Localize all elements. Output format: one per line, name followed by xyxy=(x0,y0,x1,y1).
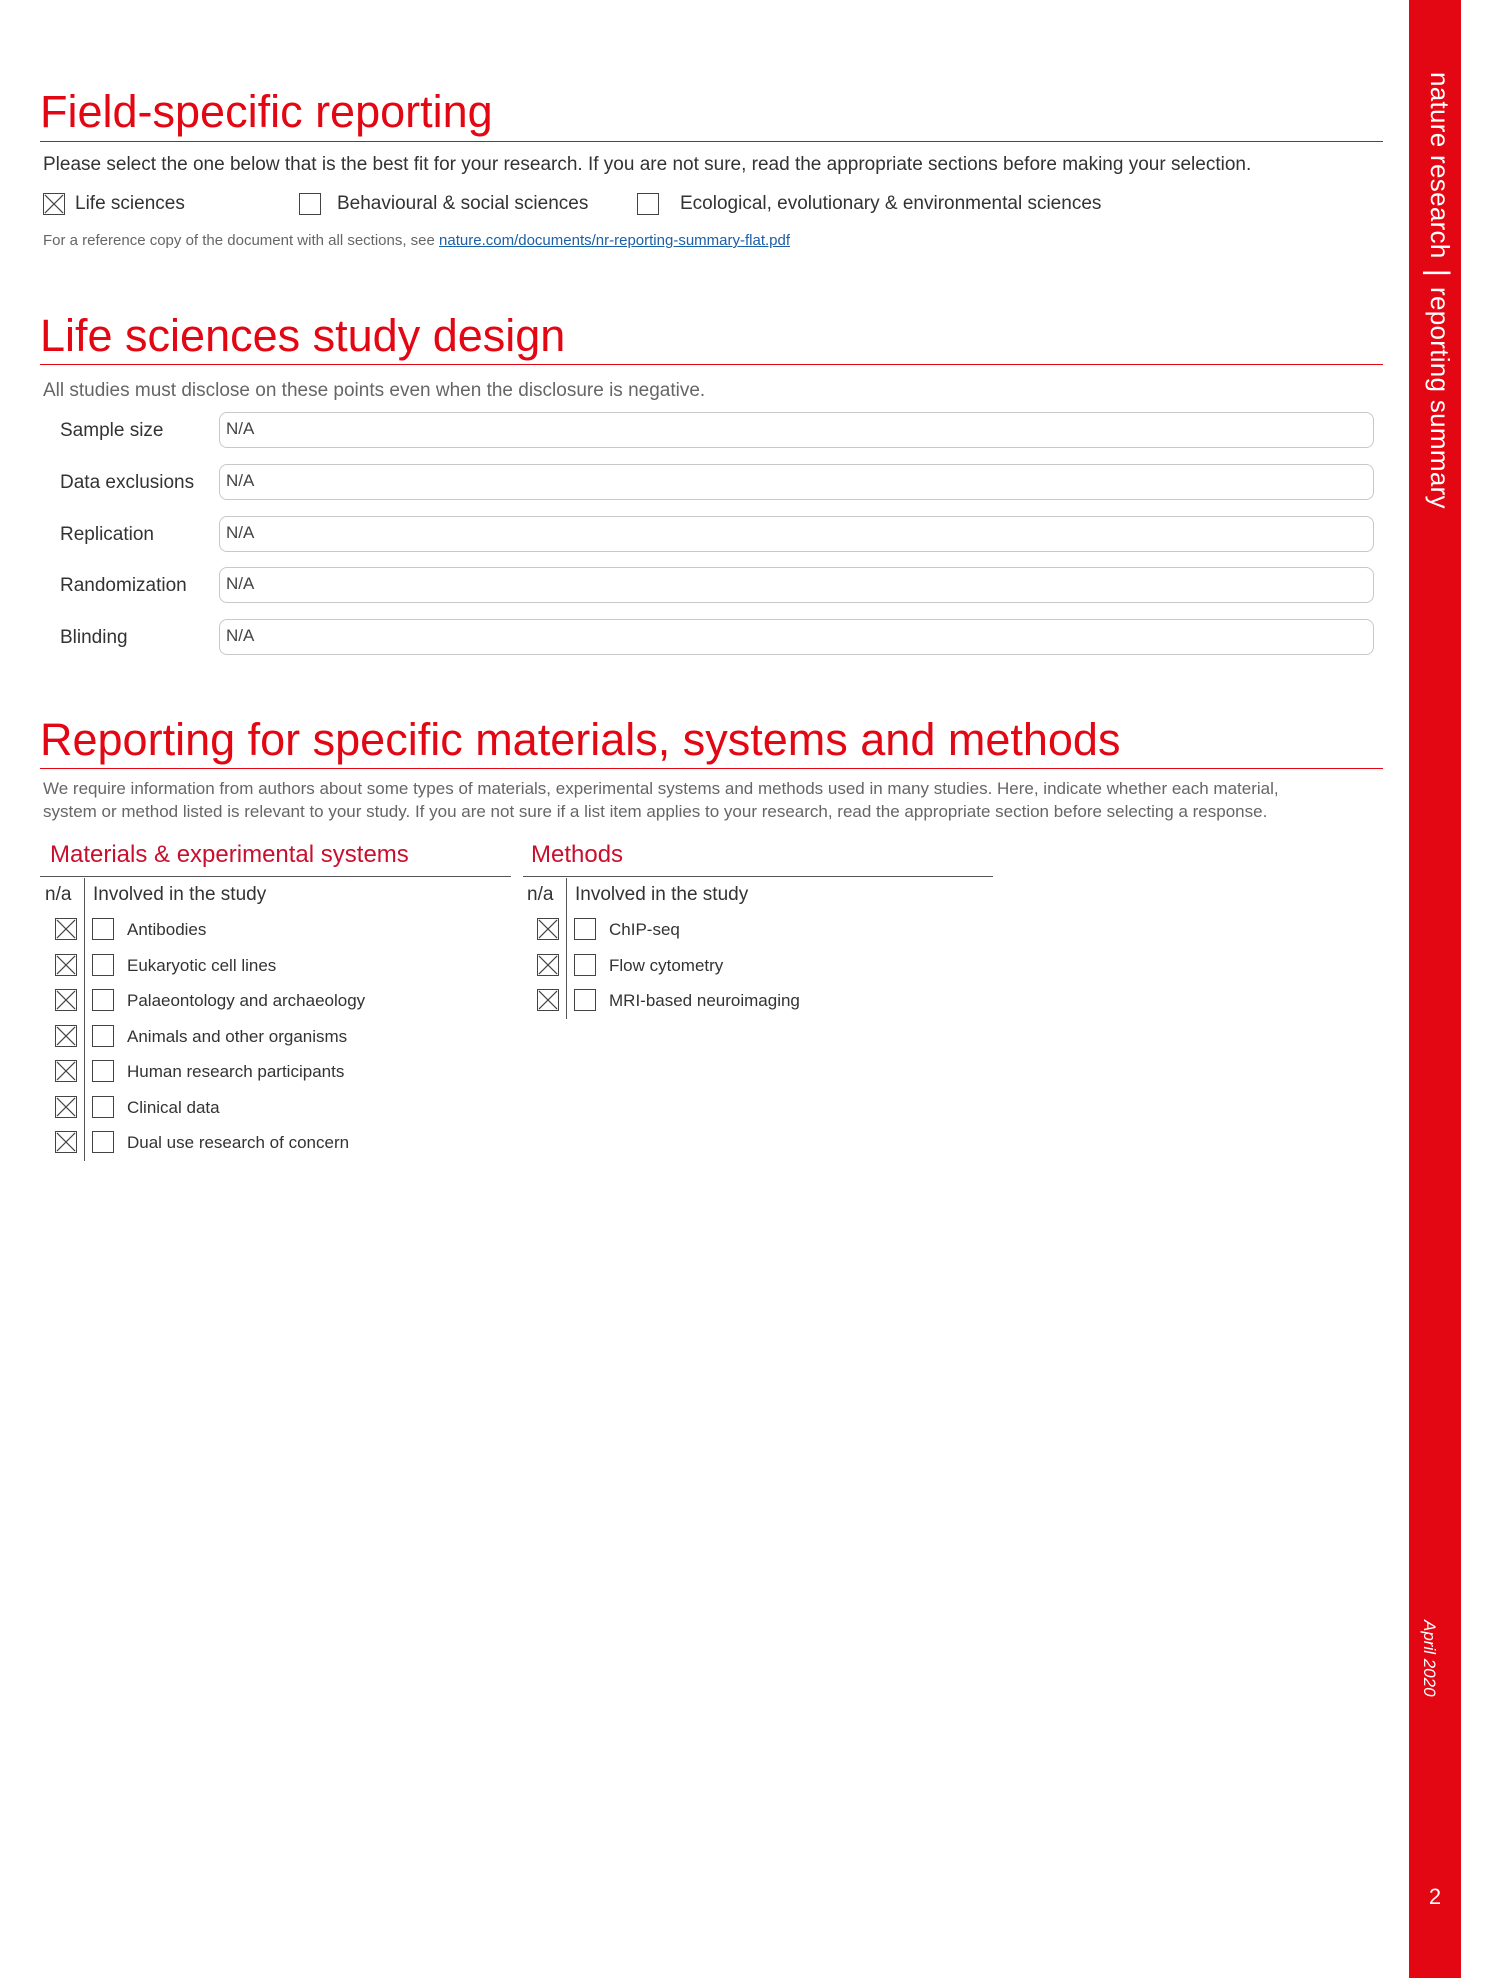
flow-cytometry-involved-checkbox[interactable] xyxy=(574,954,596,976)
antibodies-label: Antibodies xyxy=(127,920,207,939)
clinical-data-na-checkbox[interactable] xyxy=(55,1096,77,1118)
mri-neuroimaging-involved-checkbox[interactable] xyxy=(574,989,596,1011)
mri-neuroimaging-na-checkbox[interactable] xyxy=(537,989,559,1011)
sidebar xyxy=(1409,0,1461,1978)
heading-rule xyxy=(40,768,1383,769)
flow-cytometry-label: Flow cytometry xyxy=(609,956,724,975)
human-participants-involved-checkbox[interactable] xyxy=(92,1060,114,1082)
checked-x-icon xyxy=(56,1132,76,1152)
brand-separator: | xyxy=(1422,268,1455,277)
methods-column-divider xyxy=(566,878,567,1019)
brand-subtitle: reporting summary xyxy=(1425,286,1455,509)
life-sciences-checkbox[interactable] xyxy=(43,193,65,215)
materials-subheading: Materials & experimental systems xyxy=(50,841,409,868)
heading-rule xyxy=(40,364,1383,365)
materials-methods-heading: Reporting for specific materials, systems and methods xyxy=(40,714,1121,765)
checked-x-icon xyxy=(56,1026,76,1046)
randomization-label: Randomization xyxy=(60,575,187,596)
antibodies-na-checkbox[interactable] xyxy=(55,918,77,940)
checked-x-icon xyxy=(56,1061,76,1081)
antibodies-involved-checkbox[interactable] xyxy=(92,918,114,940)
checked-x-icon xyxy=(56,955,76,975)
checked-x-icon xyxy=(538,955,558,975)
checked-x-icon xyxy=(56,919,76,939)
animals-involved-checkbox[interactable] xyxy=(92,1025,114,1047)
life-sciences-label: Life sciences xyxy=(75,193,185,214)
materials-intro-line2: system or method listed is relevant to your study. If you are not sure if a list item applies to your research, read the appropriate section before selecting a response. xyxy=(43,802,1268,821)
cell-lines-involved-checkbox[interactable] xyxy=(92,954,114,976)
checked-x-icon xyxy=(56,990,76,1010)
field-instruction: Please select the one below that is the best fit for your research. If you are not sure, read the appropriate sections before making your selection. xyxy=(43,154,1252,175)
sample-size-field[interactable]: N/A xyxy=(219,412,1374,448)
cell-lines-label: Eukaryotic cell lines xyxy=(127,956,277,975)
brand-name: nature research xyxy=(1425,72,1455,259)
palaeontology-na-checkbox[interactable] xyxy=(55,989,77,1011)
palaeontology-label: Palaeontology and archaeology xyxy=(127,991,366,1010)
field-specific-heading: Field-specific reporting xyxy=(40,86,493,137)
methods-subrule xyxy=(523,876,993,877)
data-exclusions-label: Data exclusions xyxy=(60,472,195,493)
heading-rule xyxy=(40,141,1383,142)
cell-lines-na-checkbox[interactable] xyxy=(55,954,77,976)
sample-size-label: Sample size xyxy=(60,420,164,441)
dual-use-label: Dual use research of concern xyxy=(127,1133,350,1152)
mri-neuroimaging-label: MRI-based neuroimaging xyxy=(609,991,800,1010)
blinding-label: Blinding xyxy=(60,627,128,648)
checked-x-icon xyxy=(538,919,558,939)
dual-use-na-checkbox[interactable] xyxy=(55,1131,77,1153)
ecological-label: Ecological, evolutionary & environmental sciences xyxy=(680,193,1102,214)
animals-na-checkbox[interactable] xyxy=(55,1025,77,1047)
chip-seq-na-checkbox[interactable] xyxy=(537,918,559,940)
page-number: 2 xyxy=(1428,1884,1442,1909)
materials-column-divider xyxy=(84,878,85,1161)
flow-cytometry-na-checkbox[interactable] xyxy=(537,954,559,976)
ecological-checkbox[interactable] xyxy=(637,193,659,215)
methods-subheading: Methods xyxy=(531,841,624,868)
clinical-data-label: Clinical data xyxy=(127,1098,220,1117)
study-design-intro: All studies must disclose on these points even when the disclosure is negative. xyxy=(43,380,706,401)
chip-seq-label: ChIP-seq xyxy=(609,920,680,939)
randomization-field[interactable]: N/A xyxy=(219,567,1374,603)
checked-x-icon xyxy=(538,990,558,1010)
reference-link[interactable]: nature.com/documents/nr-reporting-summary-flat.pdf xyxy=(439,232,791,249)
dual-use-involved-checkbox[interactable] xyxy=(92,1131,114,1153)
animals-label: Animals and other organisms xyxy=(127,1027,348,1046)
reference-text: For a reference copy of the document with all sections, see xyxy=(43,232,440,249)
methods-involved-header: Involved in the study xyxy=(575,884,749,905)
palaeontology-involved-checkbox[interactable] xyxy=(92,989,114,1011)
human-participants-na-checkbox[interactable] xyxy=(55,1060,77,1082)
methods-na-header: n/a xyxy=(527,884,554,905)
blinding-field[interactable]: N/A xyxy=(219,619,1374,655)
clinical-data-involved-checkbox[interactable] xyxy=(92,1096,114,1118)
materials-intro-line1: We require information from authors about some types of materials, experimental systems and methods used in many studies. Here, indicate whether each material, xyxy=(43,779,1279,798)
checked-x-icon xyxy=(56,1097,76,1117)
data-exclusions-field[interactable]: N/A xyxy=(219,464,1374,500)
behavioural-social-checkbox[interactable] xyxy=(299,193,321,215)
checked-x-icon xyxy=(44,194,64,214)
brand-vertical xyxy=(1415,72,1455,509)
chip-seq-involved-checkbox[interactable] xyxy=(574,918,596,940)
materials-subrule xyxy=(40,876,511,877)
study-design-heading: Life sciences study design xyxy=(40,310,566,361)
materials-involved-header: Involved in the study xyxy=(93,884,267,905)
materials-na-header: n/a xyxy=(45,884,72,905)
human-participants-label: Human research participants xyxy=(127,1062,345,1081)
edition-date: April 2020 xyxy=(1420,1620,1439,1697)
behavioural-social-label: Behavioural & social sciences xyxy=(337,193,589,214)
replication-field[interactable]: N/A xyxy=(219,516,1374,552)
replication-label: Replication xyxy=(60,524,154,545)
reference-note xyxy=(43,232,790,249)
